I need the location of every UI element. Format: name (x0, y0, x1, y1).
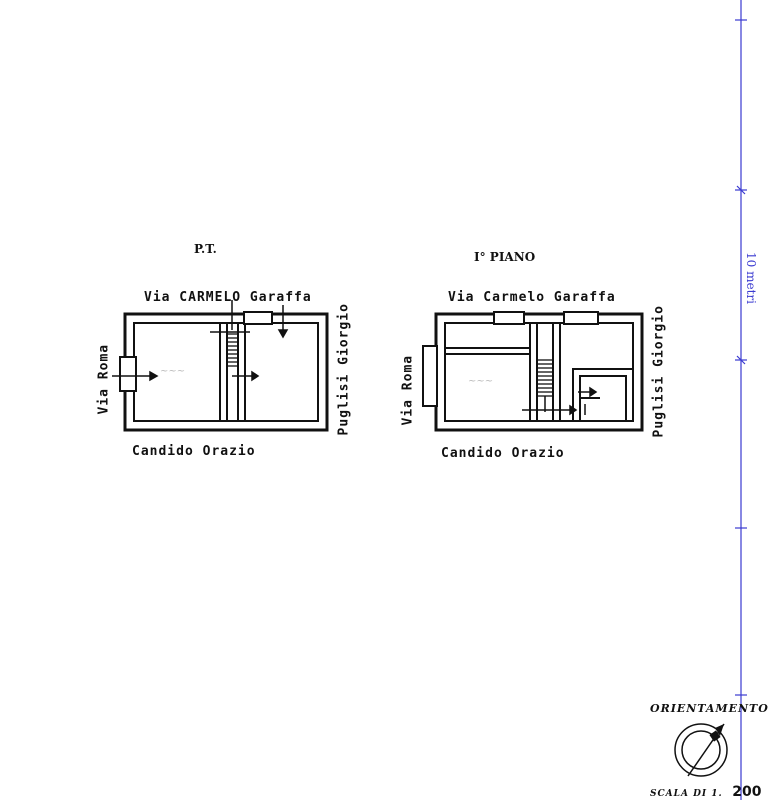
ground-street-top: Via CARMELO Garaffa (144, 290, 312, 305)
scale-text (650, 781, 762, 800)
orientation-label: ORIENTAMENTO (650, 702, 769, 715)
ground-street-right: Puglisi Giorgio (336, 303, 352, 436)
ground-street-bottom: Candido Orazio (132, 444, 256, 459)
scale-bar-label: 10 metri (744, 252, 758, 304)
first-street-left: Via Roma (400, 354, 416, 426)
first-street-top: Via Carmelo Garaffa (448, 290, 616, 305)
scale-prefix: SCALA DI 1. (650, 789, 723, 799)
first-street-right: Puglisi Giorgio (651, 305, 667, 438)
first-floor-title: I° PIANO (474, 250, 536, 264)
first-street-bottom: Candido Orazio (441, 446, 565, 461)
svg-text:~~~: ~~~ (468, 376, 494, 387)
ground-floor-title: P.T. (194, 242, 217, 256)
ground-street-left: Via Roma (96, 343, 112, 415)
scale-value: 200 (732, 784, 762, 800)
svg-text:~~~: ~~~ (160, 366, 186, 377)
